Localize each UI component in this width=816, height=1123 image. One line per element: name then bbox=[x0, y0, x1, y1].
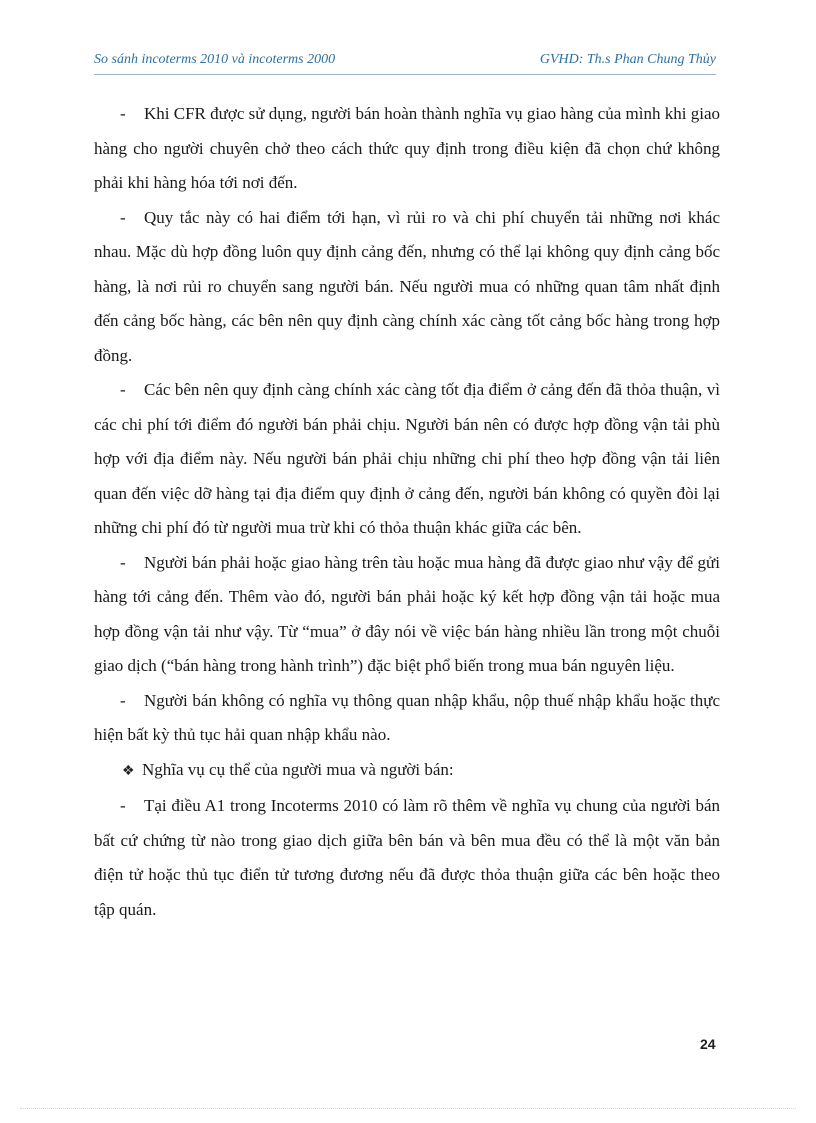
dash-bullet: - bbox=[120, 380, 126, 399]
section-heading bbox=[94, 753, 720, 790]
dash-bullet: - bbox=[120, 690, 126, 710]
diamond-bullet-icon: ❖ bbox=[122, 763, 135, 779]
dash-bullet: - bbox=[120, 552, 126, 572]
paragraph-text: Người bán không có nghĩa vụ thông quan nhập khẩu, nộp thuế nhập khẩu hoặc thực hiện bất kỳ thủ tục hải quan nhập khẩu nào. bbox=[94, 690, 720, 744]
paragraph-text: Các bên nên quy định càng chính xác càng tốt địa điểm ở cảng đến đã thỏa thuận, vì các chi phí tới điểm đó người bán phải chịu. Người bán nên có được hợp đồng vận tải phù hợp với địa điểm này. Nếu người bán phải chịu những chi phí theo hợp đồng vận tải liên quan đến việc dỡ hàng tại địa điểm quy định ở cảng đến, người bán không có quyền đòi lại những chi phí đó từ người mua trừ khi có thỏa thuận khác giữa các bên. bbox=[94, 380, 720, 537]
paragraph-4 bbox=[94, 546, 720, 684]
paragraph-text: Tại điều A1 trong Incoterms 2010 có làm rõ thêm về nghĩa vụ chung của người bán bất cứ chứng từ nào trong giao dịch giữa bên bán và bên mua đều có thể là một văn bản điện tử hoặc thủ tục điển tử tương đương nếu đã được thỏa thuận giữa các bên hoặc theo tập quán. bbox=[94, 796, 720, 919]
paragraph-6 bbox=[94, 789, 720, 927]
document-title: So sánh incoterms 2010 và incoterms 2000 bbox=[94, 52, 336, 67]
paragraph-text: Khi CFR được sử dụng, người bán hoàn thành nghĩa vụ giao hàng của mình khi giao hàng cho người chuyên chở theo cách thức quy định trong điều kiện đã chọn chứ không phải khi hàng hóa tới nơi đến. bbox=[94, 104, 720, 192]
supervisor-name: GVHD: Th.s Phan Chung Thủy bbox=[539, 52, 716, 67]
section-heading-text: Nghĩa vụ cụ thể của người mua và người bán: bbox=[142, 759, 454, 779]
dash-bullet: - bbox=[120, 796, 126, 815]
page-body bbox=[94, 97, 720, 927]
paragraph-text: Người bán phải hoặc giao hàng trên tàu hoặc mua hàng đã được giao như vậy để gửi hàng tới cảng đến. Thêm vào đó, người bán phải hoặc ký kết hợp đồng vận tải hoặc mua hợp đồng vận tải như vậy. Từ “mua” ở đây nói về việc bán hàng nhiều lần trong một chuỗi giao dịch (“bán hàng trong hành trình”) đặc biệt phổ biến trong mua bán nguyên liệu. bbox=[94, 552, 720, 675]
paragraph-3 bbox=[94, 373, 720, 546]
dash-bullet: - bbox=[120, 207, 126, 227]
dash-bullet: - bbox=[120, 104, 126, 123]
paragraph-2 bbox=[94, 201, 720, 374]
page-number: 24 bbox=[700, 1036, 716, 1052]
paragraph-text: Quy tắc này có hai điểm tới hạn, vì rủi ro và chi phí chuyển tải những nơi khác nhau. Mặc dù hợp đồng luôn quy định cảng đến, nhưng có thể lại không quy định cảng bốc hàng, là nơi rủi ro chuyển sang người bán. Nếu người mua có những quan tâm nhất định đến cảng bốc hàng, các bên nên quy định càng chính xác càng tốt cảng bốc hàng trong hợp đồng. bbox=[94, 207, 720, 365]
page-header bbox=[94, 50, 716, 75]
paragraph-5 bbox=[94, 684, 720, 753]
paragraph-1 bbox=[94, 97, 720, 201]
footer-divider bbox=[20, 1108, 796, 1109]
